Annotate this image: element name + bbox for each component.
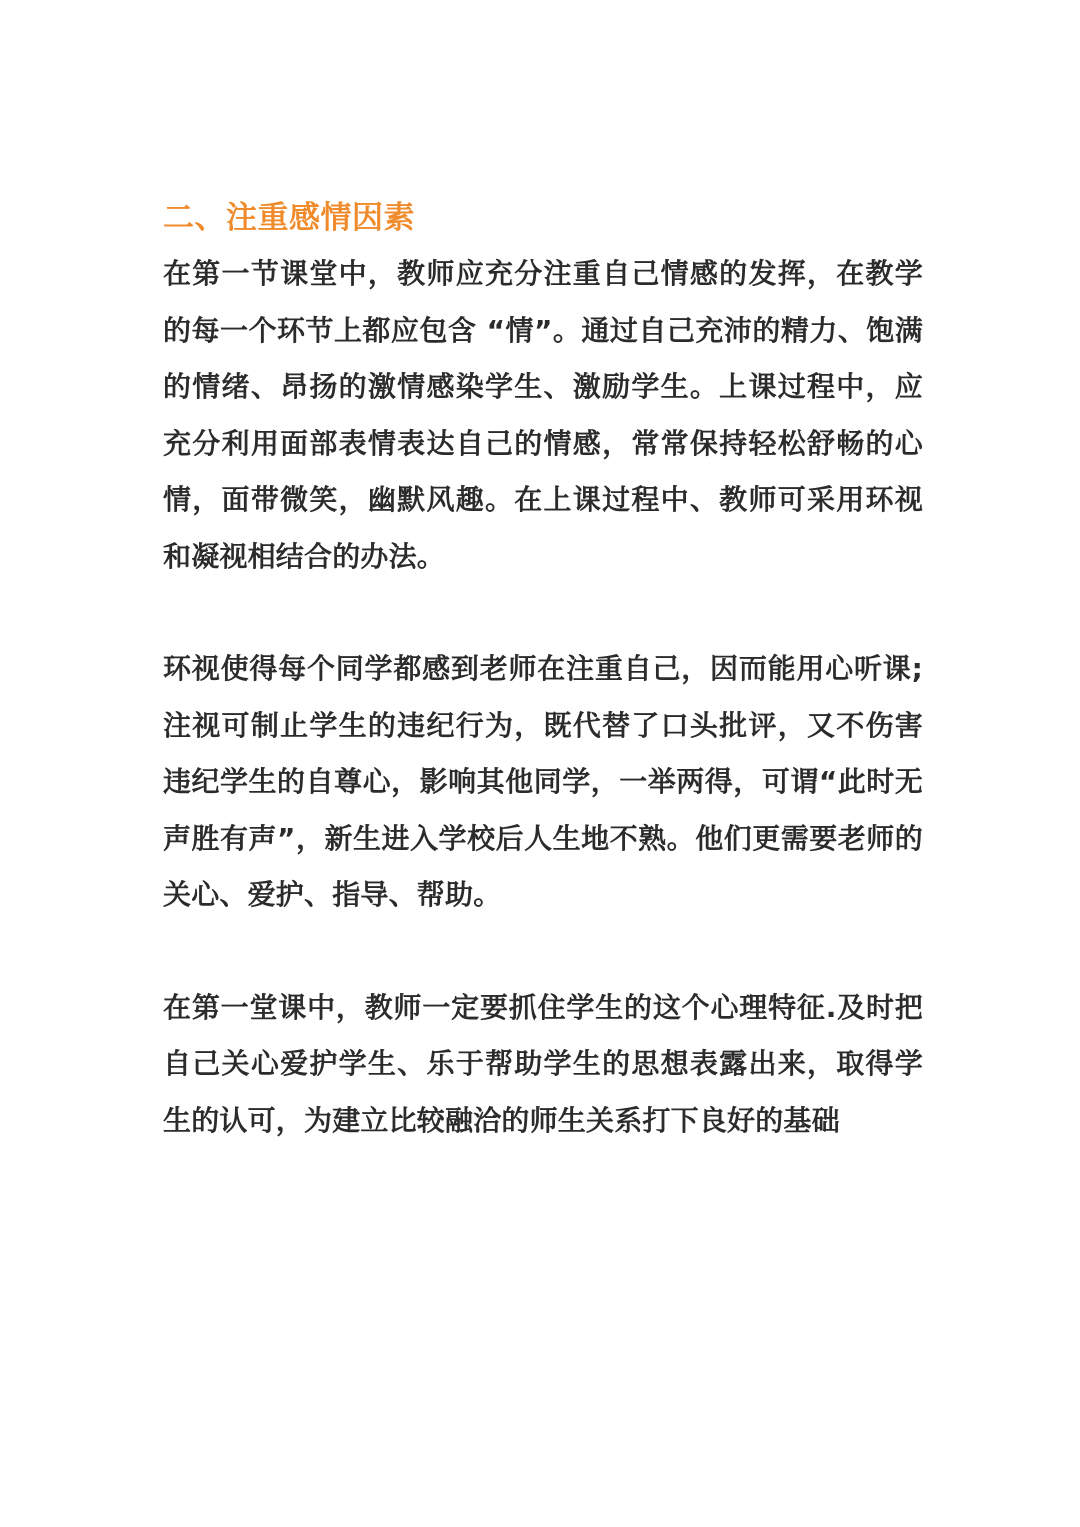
paragraph-2: 环视使得每个同学都感到老师在注重自己，因而能用心听课;注视可制止学生的违纪行为，既代替了口头批评，又不伤害违纪学生的自尊心，影响其他同学，一举两得，可谓“此时无声胜有声”，新生进入学校后人生地不熟。他们更需要老师的关心、爱护、指导、帮助。 <box>163 652 923 911</box>
paragraph-1: 在第一节课堂中，教师应充分注重自己情感的发挥，在教学的每一个环节上都应包含 “情”。通过自己充沛的精力、饱满的情绪、昂扬的激情感染学生、激励学生。上课过程中，应充分利用面部表情表达自己的情感，常常保持轻松舒畅的心情，面带微笑，幽默风趣。在上课过程中、教师可采用环视和凝视相结合的办法。 <box>163 257 923 573</box>
article-body <box>163 190 923 1149</box>
paragraph-3: 在第一堂课中，教师一定要抓住学生的这个心理特征.及时把自己关心爱护学生、乐于帮助学生的思想表露出来，取得学生的认可，为建立比较融洽的师生关系打下良好的基础 <box>163 990 923 1137</box>
section-heading: 二、注重感情因素 <box>163 200 415 236</box>
